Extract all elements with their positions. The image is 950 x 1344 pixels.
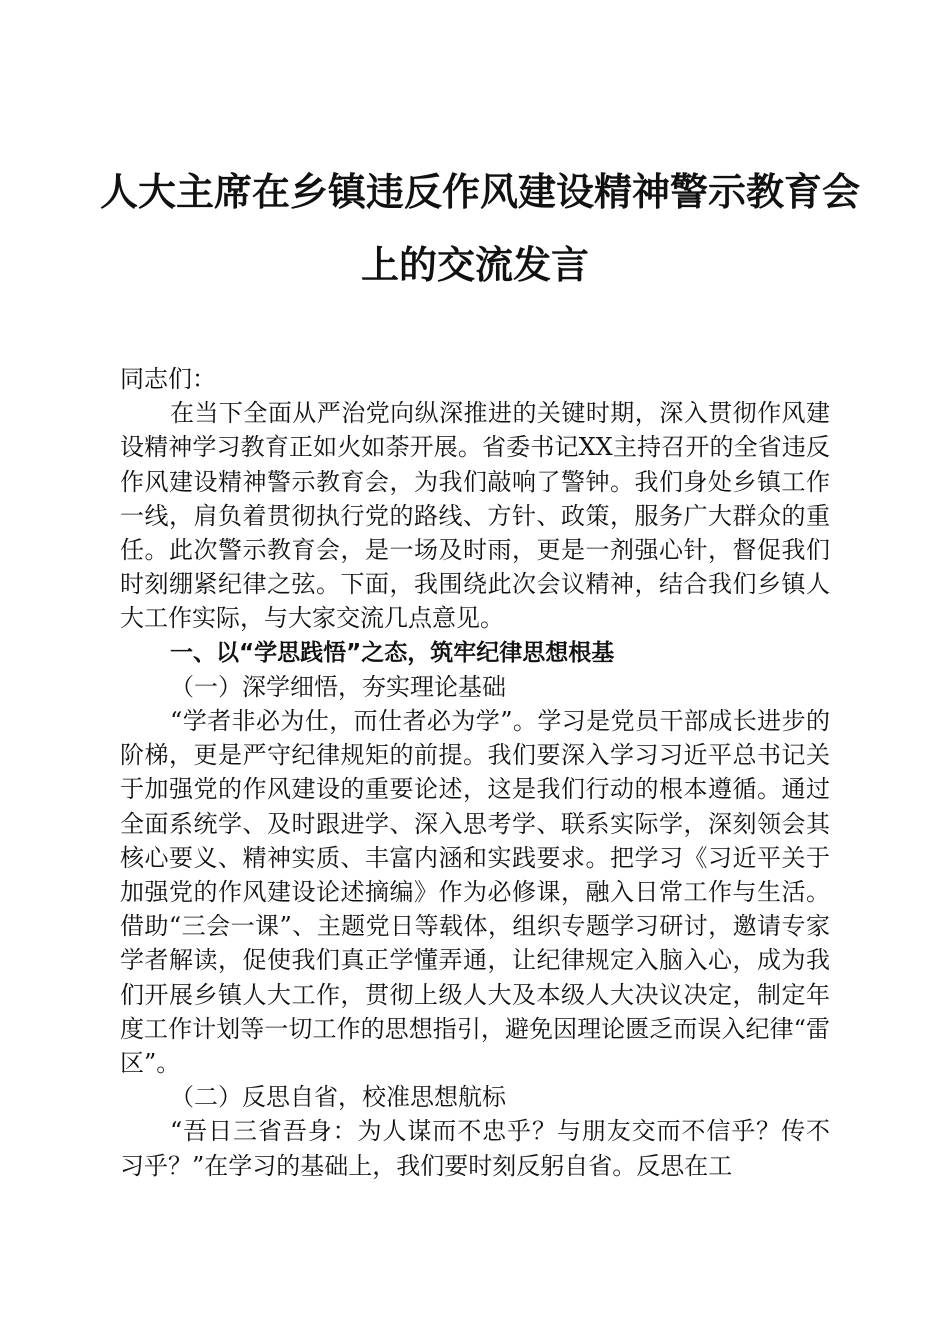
document-title-line-1: 人大主席在乡镇违反作风建设精神警示教育会 [100, 169, 861, 214]
intro-paragraph: 在当下全面从严治党向纵深推进的关键时期，深入贯彻作风建设精神学习教育正如火如荼开展。省委书记XX主持召开的全省违反作风建设精神警示教育会，为我们敲响了警钟。我们身处乡镇工作一线，肩负着贯彻执行党的路线、方针、政策，服务广大群众的重任。此次警示教育会，是一场及时雨，更是一剂强心针，督促我们时刻绷紧纪律之弦。下面，我围绕此次会议精神，结合我们乡镇人大工作实际，与大家交流几点意见。 [120, 399, 830, 633]
subsection-1-heading: （一）深学细悟，夯实理论基础 [170, 672, 506, 701]
subsection-1-paragraph: “学者非必为仕，而仕者必为学”。学习是党员干部成长进步的阶梯，更是严守纪律规矩的前提。我们要深入学习习近平总书记关于加强党的作风建设的重要论述，这是我们行动的根本遵循。通过全面系统学、及时跟进学、深入思考学、联系实际学，深刻领会其核心要义、精神实质、丰富内涵和实践要求。把学习《习近平关于加强党的作风建设论述摘编》作为必修课，融入日常工作与生活。借助“三会一课”、主题党日等载体，组织专题学习研讨，邀请专家学者解读，促使我们真正学懂弄通，让纪律规定入脑入心，成为我们开展乡镇人大工作，贯彻上级人大及本级人大决议决定，制定年度工作计划等一切工作的思想指引，避免因理论匮乏而误入纪律“雷区”。 [120, 707, 830, 1078]
document-body [120, 362, 830, 1183]
document-title-line-2: 上的交流发言 [360, 242, 589, 287]
section-1-heading: 一、以“学思践悟”之态，筑牢纪律思想根基 [170, 639, 615, 666]
subsection-2-heading: （二）反思自省，校准思想航标 [170, 1083, 506, 1112]
subsection-2-paragraph: “吾日三省吾身：为人谋而不忠乎？与朋友交而不信乎？传不习乎？”在学习的基础上，我们要时刻反躬自省。反思在工 [120, 1117, 830, 1180]
salutation: 同志们： [120, 365, 216, 393]
